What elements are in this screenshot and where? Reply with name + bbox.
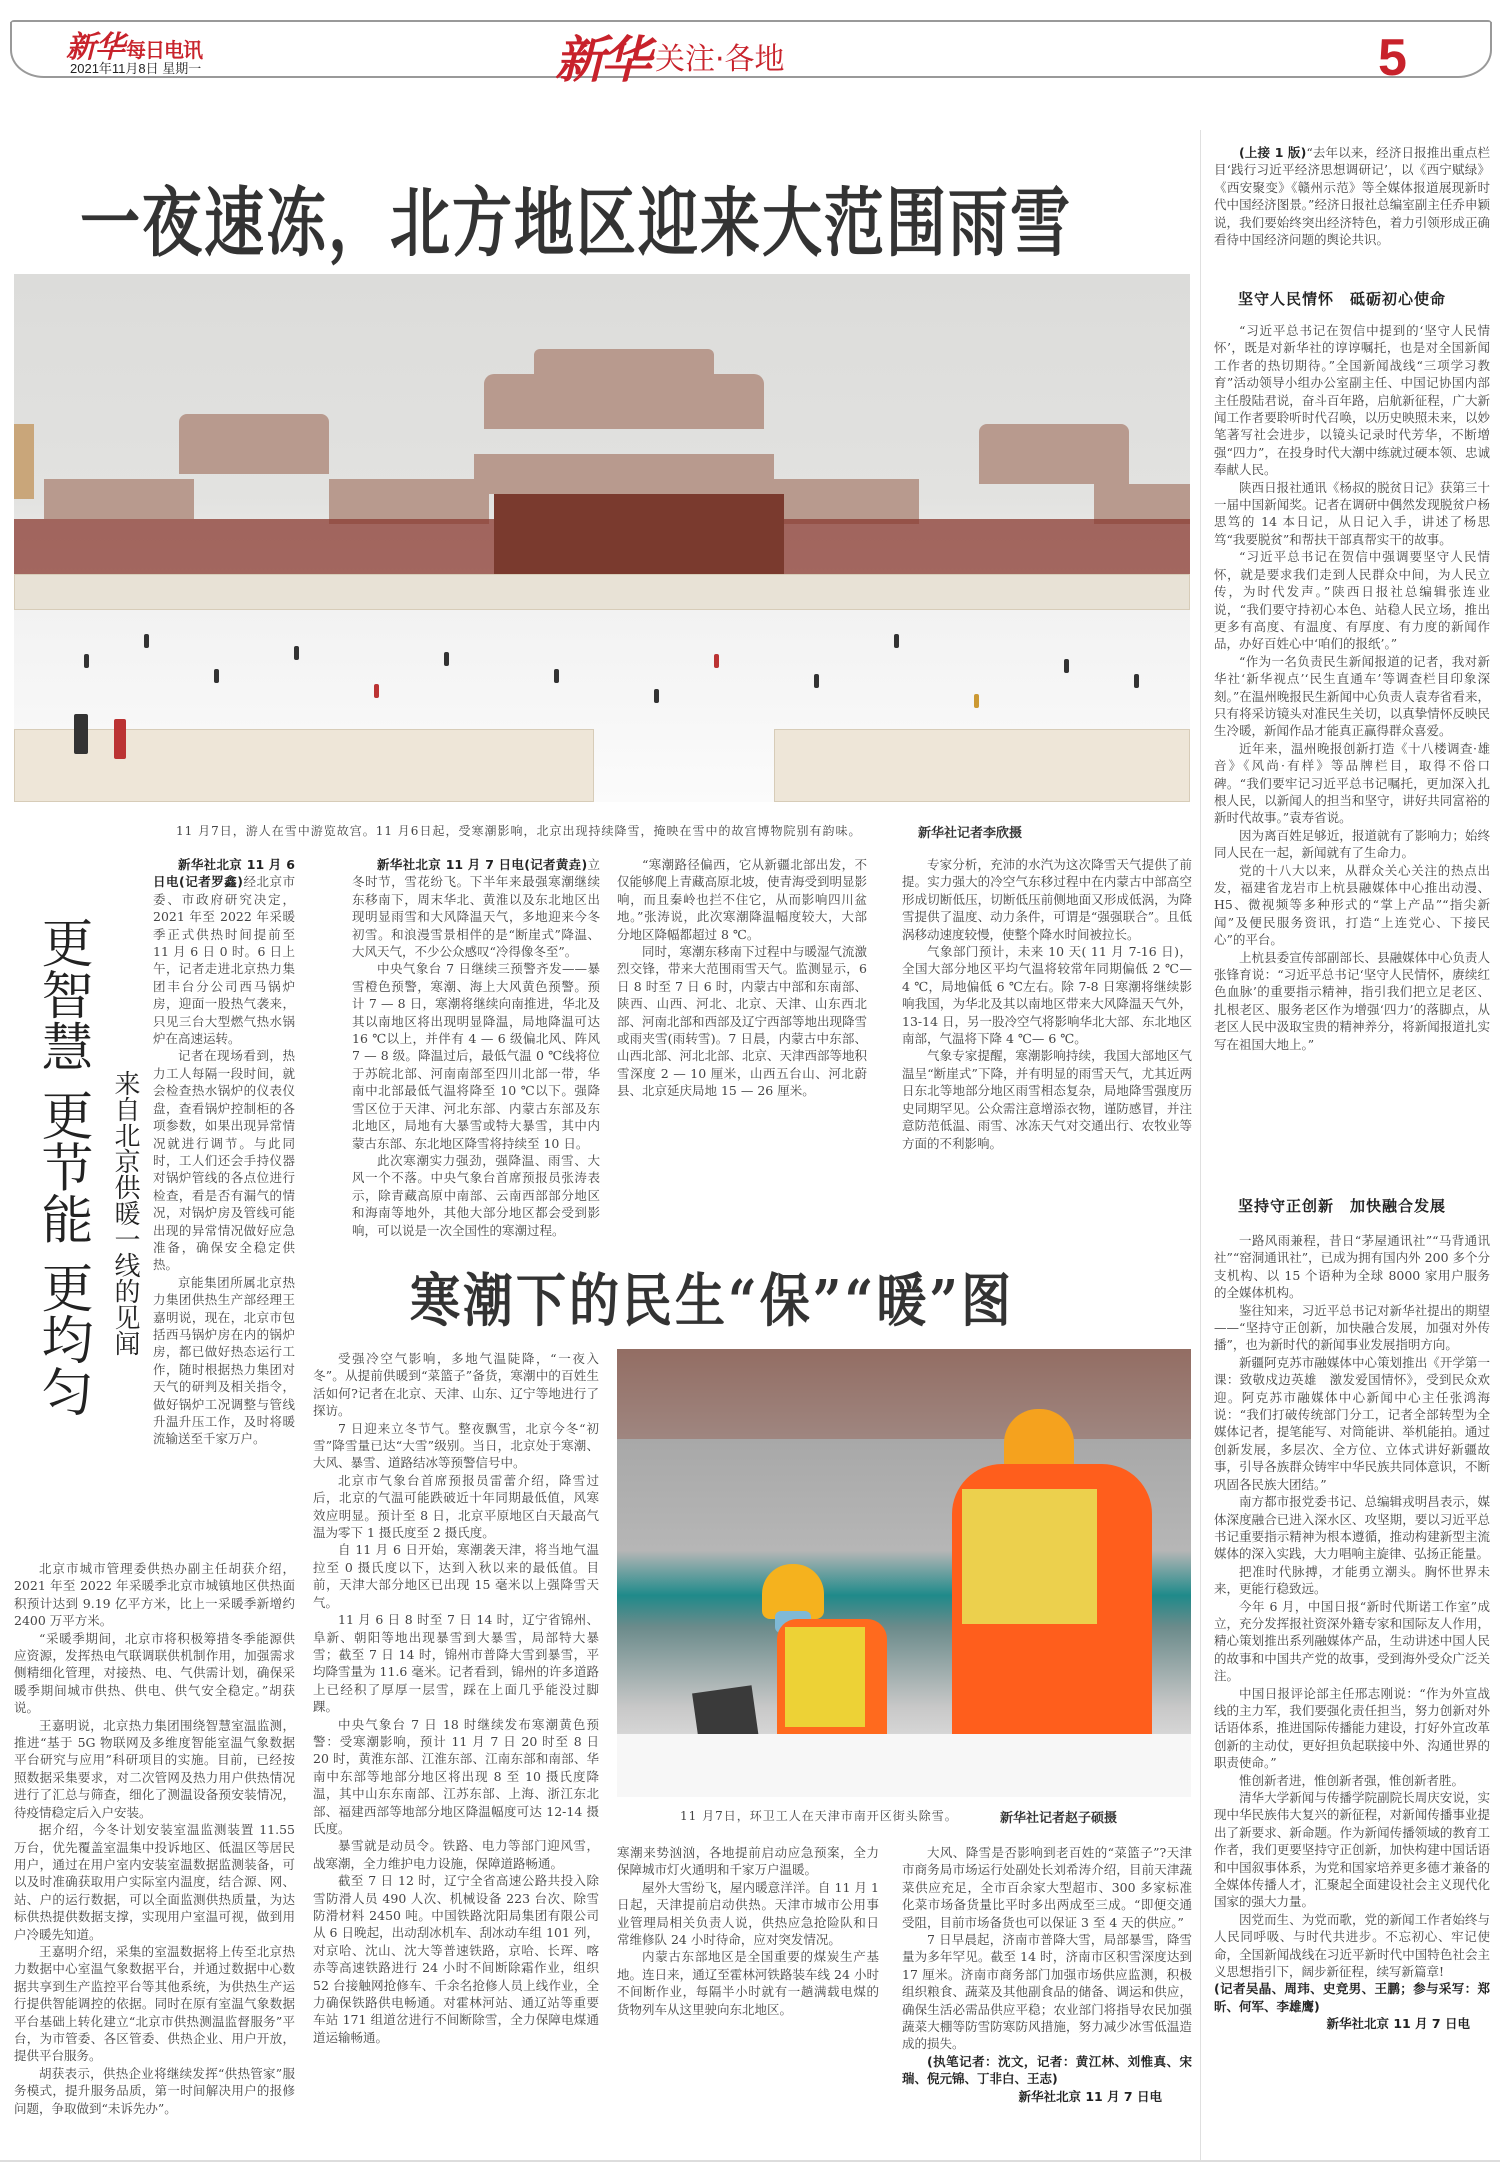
lead-story-column-2 [617, 856, 867, 1100]
second-signoff: 新华社北京 11 月 7 日电 [1018, 2088, 1162, 2104]
right-paragraph: 中国日报评论部主任邢志刚说：“作为外宣战线的主力军，我们要强化责任担当，努力创新对外话语体系，推进国际传播能力建设，打好外宣改革创新的主动仗，更好担负起联接中外、沟通世界的职责使命。” [1214, 1685, 1490, 1771]
right-paragraph: 一路风雨兼程，昔日“茅屋通讯社”“马背通讯社”“窑洞通讯社”，已成为拥有国内外 200 多个分支机构、以 15 个语种为全球 8000 家用户服务的全媒体机构。 [1214, 1233, 1490, 1301]
right-paragraph: 因党而生、为党而歌，党的新闻工作者始终与人民同呼吸、与时代共进步。不忘初心、牢记使命，全国新闻战线在习近平新时代中国特色社会主义思想指引下，阔步新征程，续写新篇章! [1214, 1911, 1490, 1980]
continued-label: (上接 1 版) [1239, 145, 1307, 160]
second-paragraph: 7 日迎来立冬节气。整夜飘雪，北京今冬“初雪”降雪量已达“大雪”级别。当日，北京处于寒潮、大风、暴雪、道路结冰等预警信号中。 [313, 1420, 599, 1471]
right-paragraph: 陕西日报社通讯《杨叔的脱贫日记》获第三十一届中国新闻奖。记者在调研中偶然发现脱贫户杨思笃的 14 本日记，从日记入手，讲述了杨思笃“我要脱贫”和帮扶干部真帮实干的故事。 [1214, 479, 1490, 547]
page-number: 5 [1378, 29, 1407, 87]
heating-dateline: 新华社北京 11 月 6 日电(记者罗鑫) [153, 857, 295, 890]
lead-paragraph: 同时，寒潮东移南下过程中与暖湿气流激烈交锋，带来大范围雨雪天气。监测显示，6 日 8 时至 7 日 6 时，内蒙古中部和东南部、陕西、山西、河北、北京、天津、山东西北部、河南北部和西部及辽宁西部等地出现降雪或雨夹雪(雨转雪)。7 日晨，内蒙古中东部、山西北部、河北北部、北京、天津西部等地积雪深度 2 — 10 厘米，山西五台山、河北蔚县、北京延庆局地 15 — 26 厘米。 [617, 944, 868, 1099]
heating-story-subtitle: 来自北京供暖一线的见闻 [110, 1070, 140, 1356]
right-paragraph: “作为一名负责民生新闻报道的记者，我对新华社‘新华视点’‘民生直通车’等调查栏目印象深刻。”在温州晚报民生新闻中心负责人袁寿省看来，只有将采访镜头对准民生关切，以真挚情怀反映民生冷暖，新闻作品才能真正赢得群众喜爱。 [1214, 653, 1490, 739]
heating-story-column-a [153, 856, 295, 1448]
right-column-section-2 [1214, 1232, 1490, 2033]
lead-paragraph: 气象专家提醒，寒潮影响持续，我国大部地区气温呈“断崖式”下降，并有明显的雨雪天气，尤其近两日东北等地部分地区雨雪相态复杂，局地降雪强度历史同期罕见。公众需注意增添衣物，谨防感冒，并注意防范低温、雨雪、冰冻天气对交通出行、农牧业等方面的不利影响。 [902, 1048, 1192, 1151]
right-column-section-1 [1214, 322, 1490, 1053]
right-paragraph: “习近平总书记在贺信中强调要坚守人民情怀，就是要求我们走到人民群众中间，为人民立传，为时代发声。”陕西日报社总编辑张连业说，“我们要守持初心本色、站稳人民立场，推出更多有高度、有温度、有厚度、有力度的新闻作品，办好百姓心中‘咱们的报纸’。” [1214, 549, 1490, 652]
second-photo-credit: 新华社记者赵子硕摄 [1000, 1811, 1118, 1826]
section-title: 关注·各地 [655, 42, 785, 77]
forbidden-city-photo [14, 274, 1190, 802]
right-paragraph: 鉴往知来，习近平总书记对新华社提出的期望——“坚持守正创新，加快融合发展，加强对外传播”，也为新时代的新闻事业发展指明方向。 [1214, 1302, 1490, 1353]
second-paragraph: 截至 7 日 12 时，辽宁全省高速公路共投入除雪防滑人员 490 人次、机械设备 223 台次、除雪防滑材料 2450 吨。中国铁路沈阳局集团有限公司从 6 日晚起，出动刮冰机车、刮冰动车组 101 列，对京哈、沈山、沈大等普速铁路，京哈、长珲、喀赤等高速铁路进行 24 小时不间断除霜作业，组织 52 台接触网抢修车、千余名抢修人员上线作业，全力确保铁路供电畅通。对霍林河站、通辽站等重要车站 171 组道岔进行不间断除雪，全力保障电煤通道运输畅通。 [313, 1873, 599, 2045]
heating-paragraph: 京能集团所属北京热力集团供热生产部经理王嘉明说，现在，北京市包括西马锅炉房在内的锅炉房，都已做好热态运行工作，随时根据热力集团对天气的研判及相关指令，做好锅炉工况调整与管线升温升压工作，及时将暖流输送至千家万户。 [153, 1274, 295, 1447]
lead-headline: 一夜速冻，北方地区迎来大范围雨雪 [80, 180, 1072, 268]
right-paragraph: 近年来，温州晚报创新打造《十八楼调查·雄音》《风尚·有样》等品牌栏目，取得不俗口碑。“我们要牢记习近平总书记嘱托，更加深入扎根人民，以新闻人的担当和坚守，讲好共同富裕的新时代故事。”袁寿省说。 [1214, 740, 1490, 826]
right-subhead-1: 坚守人民情怀 砥砺初心使命 [1238, 290, 1447, 308]
second-paragraph: 暴雪就是动员令。铁路、电力等部门迎风雪，战寒潮，全力维护电力设施，保障道路畅通。 [313, 1838, 599, 1871]
right-column-intro [1214, 144, 1490, 248]
second-paragraph: 内蒙古东部地区是全国重要的煤炭生产基地。连日来，通辽至霍林河铁路装车线 24 小时不间断作业，每隔半小时就有一趟满载电煤的货物列车从这里驶向东北地区。 [617, 1949, 879, 2017]
second-story-column-1 [313, 1350, 599, 2046]
lead-paragraph: 此次寒潮实力强劲，强降温、雨雪、大风一个不落。中央气象台首席预报员张涛表示，除青藏高原中南部、云南西部部分地区和海南等地外，其他大部分地区都会受到影响，可以说是一次全国性的寒潮过程。 [352, 1152, 600, 1238]
right-paragraph: 因为离百姓足够近，报道就有了影响力；始终同人民在一起，新闻就有了生命力。 [1214, 827, 1490, 861]
lead-paragraph: 专家分析，充沛的水汽为这次降雪天气提供了前提。实力强大的冷空气东移过程中在内蒙古中部高空形成切断低压，切断低压前侧地面又形成低涡，为降雪提供了温度、动力条件，可谓是“强强联合”。且低涡移动速度较慢，使整个降水时间被拉长。 [902, 857, 1192, 942]
second-paragraph: 11 月 6 日 8 时至 7 日 14 时，辽宁省锦州、阜新、朝阳等地出现暴雪到大暴雪，局部特大暴雪；截至 7 日 14 时，锦州市普降大雪到暴雪，平均降雪量为 11.6 毫米。记者看到，锦州的许多道路上已经积了厚厚一层雪，踩在上面几乎能没过脚踝。 [313, 1612, 599, 1715]
second-paragraph: 屋外大雪纷飞，屋内暖意洋洋。自 11 月 1 日起，天津提前启动供热。天津市城市公用事业管理局相关负责人说，供热应急抢险队和日常维修队 24 小时待命，应对突发情况。 [617, 1879, 879, 1948]
second-story-column-2 [617, 1844, 879, 2018]
lead-paragraph: “寒潮路径偏西，它从新疆北部出发，不仅能够爬上青藏高原北坡，使青海受到明显影响，而且秦岭也拦不住它，从而影响四川盆地。”张涛说，此次寒潮降温幅度较大，大部分地区降幅都超过 8 ℃。 [617, 857, 868, 942]
right-paragraph: 党的十八大以来，从群众关心关注的热点出发，福建省龙岩市上杭县融媒体中心推出动漫、H5、微视频等多种形式的“掌上产品”“指尖新闻”及便民服务资讯，打造“上连党心、下接民心”的平台。 [1214, 862, 1490, 948]
lead-dateline: 新华社北京 11 月 7 日电(记者黄垚) [377, 857, 588, 872]
lead-photo-credit: 新华社记者李欣摄 [918, 826, 1023, 841]
heating-paragraph: 北京市城市管理委供热办副主任胡获介绍，2021 年至 2022 年采暖季北京市城镇地区供热面积预计达到 9.19 亿平方米，比上一采暖季新增约 2400 万平方米。 [14, 1561, 295, 1629]
right-intro-paragraph: “去年以来，经济日报推出重点栏目‘践行习近平经济思想调研记’，以《西宁赋绿》《西安聚变》《赣州示范》等全媒体报道展现新时代中国经济图景。”经济日报社总编室副主任乔申颖说，我们要始终突出经济特色，着力引领形成正确看待中国经济问题的舆论共识。 [1214, 145, 1490, 248]
heating-story-title: 更智慧 更节能 更均匀 [32, 916, 92, 1418]
heating-paragraph: “采暖季期间，北京市将积极筹措冬季能源供应资源，发挥热电气联调联供机制作用，加强需求侧精细化管理，对接热、电、气供需计划，确保采暖季期间城市供热、供电、供气安全稳定。”胡获说。 [14, 1630, 295, 1716]
heating-paragraph: 据介绍，今冬计划安装室温监测装置 11.55 万台，优先覆盖室温集中投诉地区、低温区等居民用户，通过在用户室内安装室温数据监测装备，可以及时准确获取用户实际室内温度，结合源、网、站、户的运行数据，可以全面监测供热质量，为达标供热提供数据支撑，实现用户室温可视，做到用户冷暖先知道。 [14, 1822, 295, 1942]
heating-paragraph: 王嘉明说，北京热力集团围绕智慧室温监测，推进“基于 5G 物联网及多维度智能室温气象数据平台研究与应用”科研项目的实施。目前，已经按照数据采集要求，对二次管网及热力用户供热情况进行了汇总与筛查，细化了测温设备预安装情况，待疫情稳定后入户安装。 [14, 1717, 295, 1820]
sanitation-workers-photo [617, 1349, 1191, 1797]
second-paragraph: 北京市气象台首席预报员雷蕾介绍，降雪过后，北京的气温可能跌破近十年同期最低值，风寒效应明显。预计至 8 日，北京平原地区白天最高气温为零下 1 摄氏度至 2 摄氏度。 [313, 1472, 599, 1541]
heating-paragraph: 记者在现场看到，热力工人每隔一段时间，就会检查热水锅炉的仪表仪盘，查看锅炉控制柜的各项参数，如果出现异常情况就进行调节。与此同时，工人们还会手持仪器对锅炉管线的各点位进行检查，看是否有漏气的情况，对锅炉房及管线可能出现的异常情况做好应急准备，确保安全稳定供热。 [153, 1048, 295, 1273]
second-paragraph: 受强冷空气影响，多地气温陡降，“一夜入冬”。从提前供暖到“菜篮子”备货，寒潮中的百姓生活如何?记者在北京、天津、山东、辽宁等地进行了探访。 [313, 1351, 599, 1419]
right-paragraph: 把准时代脉搏，才能勇立潮头。胸怀世界未来，更能行稳致远。 [1214, 1563, 1490, 1597]
column-divider [1200, 130, 1201, 2160]
brand-suffix: 每日电讯 [126, 38, 202, 62]
right-paragraph: 上杭县委宣传部副部长、县融媒体中心负责人张锋育说：“习近平总书记‘坚守人民情怀，赓续红色血脉’的重要指示精神，指引我们把立足老区、扎根老区、服务老区作为增强‘四力’的落脚点，从老区人民中汲取宝贵的精神养分，将新闻报道扎实写在祖国大地上。” [1214, 949, 1490, 1052]
second-byline: (执笔记者：沈文，记者：黄江林、刘惟真、宋瑞、倪元锦、丁非白、王志) [902, 2053, 1192, 2087]
heating-paragraph: 胡获表示，供热企业将继续发挥“供热管家”服务模式，提升服务品质，第一时间解决用户的报修问题，争取做到“未诉先办”。 [14, 2065, 295, 2116]
lead-story-column-3 [902, 856, 1192, 1152]
second-headline: 寒潮下的民生“保”“暖”图 [410, 1266, 1015, 1335]
lead-paragraph: 气象部门预计，未来 10 天( 11 月 7-16 日)，全国大部分地区平均气温将较常年同期偏低 2 ℃— 4 ℃，局地偏低 6 ℃左右。除 7-8 日寒潮将继续影响我国，为华北及其以南地区带来大风降温天气外，13-14 日，另一股冷空气将影响华北大部、东北地区南部，气温将下降 4 ℃— 6 ℃。 [902, 944, 1193, 1047]
lead-paragraph: 中央气象台 7 日继续三预警齐发——暴雪橙色预警，寒潮、海上大风黄色预警。预计 7 — 8 日，寒潮将继续向南推进，华北及其以南地区将出现明显降温，局地降温可达 16 ℃以上，并伴有 4 — 6 级偏北风、阵风 7 — 8 级。降温过后，最低气温 0 ℃线将位于苏皖北部、河南南部至四川北部一带，华南中北部最低气温将降至 10 ℃以下。强降雪区位于天津、河北东部、内蒙古东部及东北地区，局地有大暴雪或特大暴雪，其中内蒙古东部、东北地区降雪将持续至 10 日。 [352, 961, 600, 1151]
right-byline: (记者吴晶、周玮、史竞男、王鹏；参与采写：郑昕、何军、李雄鹰) [1214, 1981, 1490, 2014]
right-paragraph: 南方都市报党委书记、总编辑戎明昌表示，媒体深度融合已进入深水区、攻坚期，要以习近平总书记重要指示精神为根本遵循，推动构建新型主流媒体的深入实践，大力唱响主旋律、弘扬正能量。 [1214, 1494, 1490, 1562]
right-paragraph: 新疆阿克苏市融媒体中心策划推出《开学第一课：致敬戍边英雄 激发爱国情怀》，受到民众欢迎。阿克苏市融媒体中心新闻中心主任张鸿海说：“我们打破传统部门分工，记者全部转型为全媒体记者，提笔能写、对筒能讲、举机能拍。通过创新发展，多层次、全方位、立体式讲好新疆故事，引导各族群众铸牢中华民族共同体意识，不断巩固各民族大团结。” [1214, 1354, 1490, 1492]
right-paragraph: 今年 6 月，中国日报“新时代斯诺工作室”成立，充分发挥报社资深外籍专家和国际友人作用，精心策划推出系列融媒体产品，生动讲述中国人民的故事和中国共产党的故事，受到海外受众广泛关注。 [1214, 1598, 1490, 1684]
second-paragraph: 寒潮来势汹汹，各地提前启动应急预案，全力保障城市灯火通明和千家万户温暖。 [617, 1845, 879, 1878]
right-subhead-2: 坚持守正创新 加快融合发展 [1238, 1197, 1447, 1215]
section-header [555, 20, 785, 92]
second-paragraph: 7 日早晨起，济南市普降大雪，局部暴雪，降雪量为多年罕见。截至 14 时，济南市区积雪深度达到 17 厘米。济南市商务部门加强市场供应监测，积极组织粮食、蔬菜及其他副食品的储备、调运和供应，确保生活必需品供应平稳；农业部门将指导农民加强蔬菜大棚等防雪防寒防风措施，努力减少冰雪低温造成的损失。 [902, 1932, 1192, 2052]
right-paragraph: “习近平总书记在贺信中提到的‘坚守人民情怀’，既是对新华社的谆谆嘱托，也是对全国新闻工作者的热切期待。”全国新闻战线“三项学习教育”活动领导小组办公室副主任、中国记协国内部主任殷陆君说，奋斗百年路，启航新征程，广大新闻工作者要聆听时代召唤，以历史映照未来，以妙笔著写社会进步，以镜头记录时代芳华，不断增强“四力”，在投身时代大潮中练就过硬本领、忠诚奉献人民。 [1214, 323, 1490, 478]
lead-photo-caption: 11 月7日，游人在雪中游览故宫。11 月6日起，受寒潮影响，北京出现持续降雪，掩映在雪中的故宫博物院别有韵味。 [176, 824, 862, 838]
right-paragraph: 惟创新者进，惟创新者强，惟创新者胜。 [1239, 1772, 1465, 1788]
issue-date: 2021年11月8日 星期一 [70, 61, 202, 76]
brand-logo: 新华 [66, 30, 124, 65]
lead-story-column-1 [352, 856, 600, 1239]
right-paragraph: 清华大学新闻与传播学院副院长周庆安说，实现中华民族伟大复兴的新征程，对新闻传播事业提出了新要求、新命题。作为新闻传播领域的教育工作者，我们更要坚持守正创新，加快构建中国话语和中国叙事体系，为党和国家培养更多德才兼备的全媒体传播人才，汇聚起全面建设社会主义现代化国家的强大力量。 [1214, 1790, 1490, 1910]
lead-paragraph: 立冬时节，雪花纷飞。下半年来最强寒潮继续东移南下，周末华北、黄淮以及东北地区出现明显雨雪和大风降温天气，多地迎来今冬初雪。和浪漫雪景相伴的是“断崖式”降温、大风天气，不少公众感叹“冷得像冬至”。 [352, 857, 600, 960]
second-story-column-3 [902, 1844, 1192, 2105]
heating-paragraph: 王嘉明介绍，采集的室温数据将上传至北京热力数据中心室温气象数据平台，并通过数据中心数据共享到生产监控平台等其他系统，为供热生产运行提供智能调控的依据。同时在原有室温气象数据平台基础上转化建立“北京市供热测温监督服务”平台，为市管委、各区管委、供热企业、用户开放，提供平台服务。 [14, 1943, 295, 2064]
second-paragraph: 大风、降雪是否影响到老百姓的“菜篮子”?天津市商务局市场运行处副处长刘希涛介绍，目前天津蔬菜供应充足，全市百余家大型超市、300 多家标准化菜市场备货量比平时多出两成至三成。“即便交通受阻，目前市场备货也可以保证 3 至 4 天的供应。” [902, 1845, 1192, 1930]
heating-story-column-b [14, 1560, 295, 2117]
section-logo: 新华 [555, 30, 647, 89]
second-paragraph: 中央气象台 7 日 18 时继续发布寒潮黄色预警：受寒潮影响，预计 11 月 7 日 20 时至 8 日 20 时，黄淮东部、江淮东部、江南东部和南部、华南中东部等地部分地区将出现 8 至 10 摄氏度降温，其中山东东南部、江苏东部、上海、浙江东北部、福建西部等地部分地区降温幅度可达 12-14 摄氏度。 [313, 1716, 599, 1836]
right-signoff: 新华社北京 11 月 7 日电 [1326, 2016, 1470, 2032]
second-photo-caption: 11 月7日，环卫工人在天津市南开区街头除雪。 [680, 1809, 958, 1823]
second-paragraph: 自 11 月 6 日开始，寒潮袭天津，将当地气温拉至 0 摄氏度以下，达到入秋以来的最低值。目前，天津大部分地区已出现 15 毫米以上强降雪天气。 [313, 1542, 599, 1610]
page-bottom-rule [0, 2160, 1500, 2162]
heating-paragraph: 经北京市委、市政府研究决定，2021 年至 2022 年采暖季正式供热时间提前至 11 月 6 日 0 时。6 日上午，记者走进北京热力集团丰台分公司西马锅炉房，迎面一股热气袭来，只见三台大型燃气热水锅炉在高速运转。 [153, 874, 295, 1047]
